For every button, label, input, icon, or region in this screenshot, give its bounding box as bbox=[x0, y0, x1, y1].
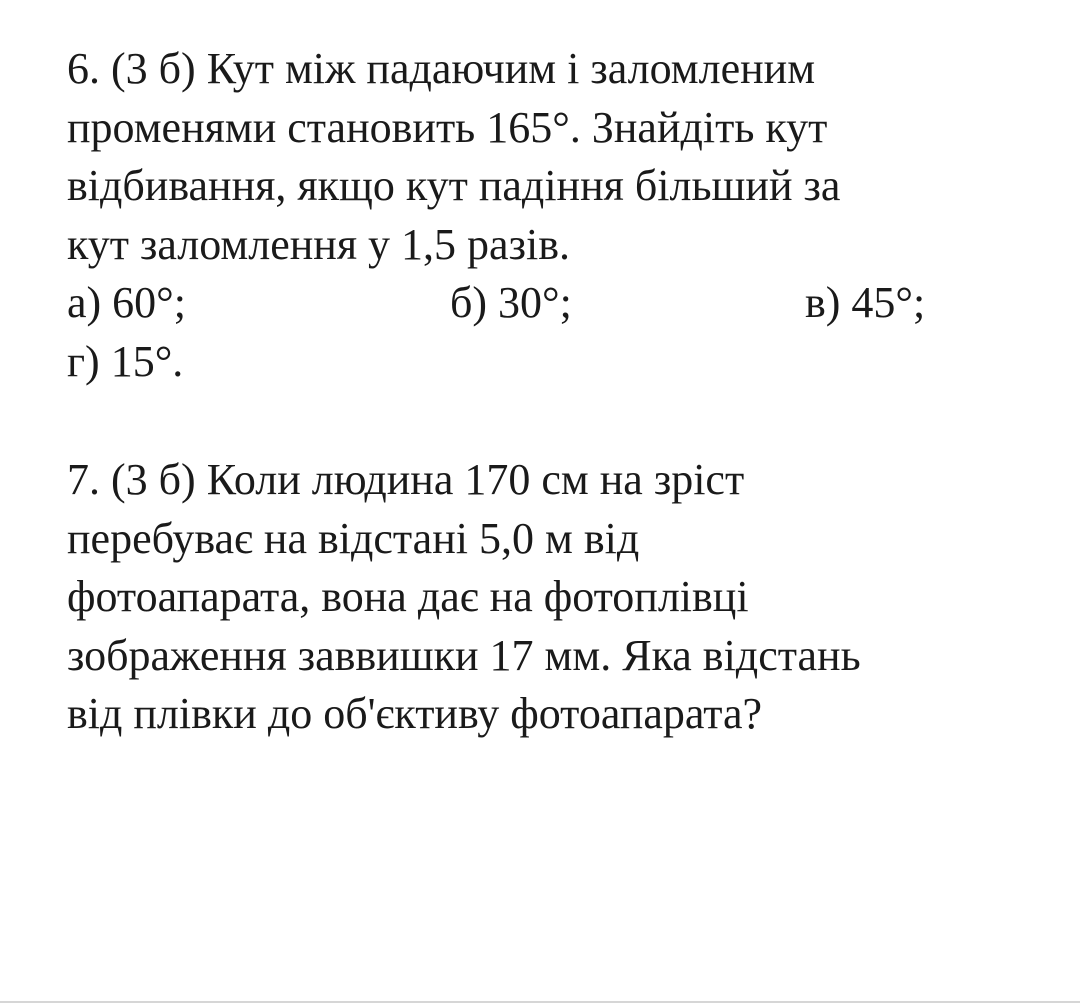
problem-7-line-1: 7. (3 б) Коли людина 170 см на зріст bbox=[67, 455, 745, 504]
problem-7-line-5: від плівки до об'єктиву фотоапарата? bbox=[67, 689, 763, 738]
bottom-divider bbox=[0, 1001, 1080, 1003]
problem-6-line-4: кут заломлення у 1,5 разів. bbox=[67, 219, 570, 269]
problem-6-options-row bbox=[67, 274, 1057, 333]
problem-7-line-2: перебуває на відстані 5,0 м від bbox=[67, 513, 640, 563]
option-b: б) 30°; bbox=[450, 278, 572, 327]
problem-7 bbox=[67, 451, 1057, 744]
option-g: г) 15°. bbox=[67, 336, 184, 386]
option-v: в) 45°; bbox=[805, 278, 926, 327]
problem-6-line-2: променями становить 165°. Знайдіть кут bbox=[67, 102, 828, 152]
problem-7-line-3: фотоапарата, вона дає на фотоплівці bbox=[67, 572, 749, 621]
problem-6-line-3: відбивання, якщо кут падіння більший за bbox=[67, 161, 841, 210]
problem-7-line-4: зображення заввишки 17 мм. Яка відстань bbox=[67, 630, 861, 680]
problem-6 bbox=[67, 40, 1057, 391]
option-a: а) 60°; bbox=[67, 278, 187, 327]
problem-6-line-1: 6. (3 б) Кут між падаючим і заломленим bbox=[67, 44, 816, 93]
